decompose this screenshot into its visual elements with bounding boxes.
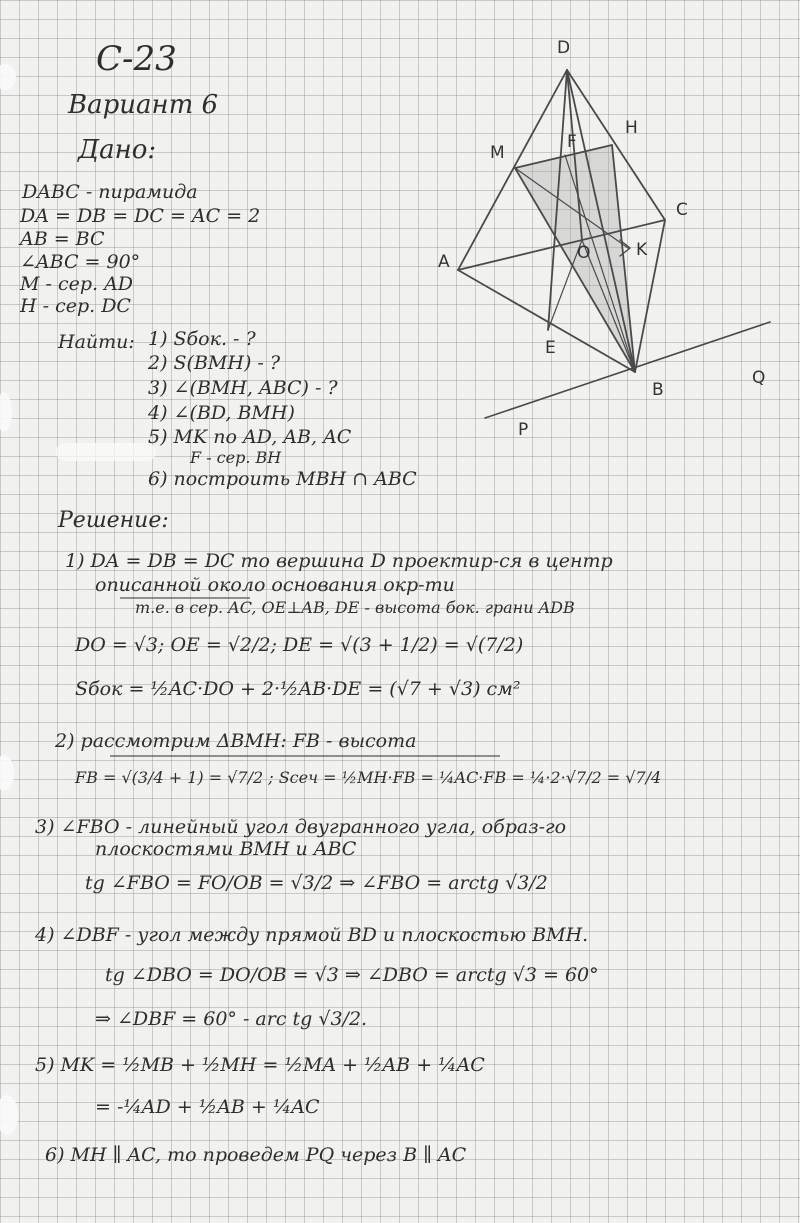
given-line: DA = DB = DC = AC = 2	[20, 205, 261, 227]
given-line: M - сер. AD	[20, 273, 134, 295]
label-p: P	[518, 420, 529, 440]
label-c: C	[676, 200, 688, 220]
label-a: A	[438, 252, 450, 272]
label-f: F	[567, 132, 577, 152]
solution-line: 1) DA = DB = DC то вершина D проектир-ся в центр	[65, 550, 613, 572]
solution-line: tg ∠FBO = FO/OB = √3/2 ⇒ ∠FBO = arctg √3/2	[85, 872, 548, 894]
paper-blot	[0, 1095, 18, 1135]
find-item: 6) построить MBH ∩ ABC	[148, 468, 417, 490]
paper-blot	[0, 755, 14, 791]
find-item: 2) S(BMH) - ?	[148, 352, 281, 374]
solution-line: 6) MH ∥ AC, то проведем PQ через B ∥ AC	[45, 1144, 467, 1166]
given-title: Дано:	[78, 135, 157, 165]
solution-line: т.е. в сер. AC, OE⊥AB, DE - высота бок. грани ADB	[135, 598, 575, 617]
label-d: D	[557, 38, 571, 58]
solution-line: DO = √3; OE = √2/2; DE = √(3 + 1/2) = √(7/2)	[75, 634, 524, 656]
label-q: Q	[752, 368, 766, 388]
find-item: 4) ∠(BD, BMH)	[148, 402, 295, 424]
solution-line: 3) ∠FBO - линейный угол двугранного угла, образ-го	[35, 816, 567, 838]
solution-line: ⇒ ∠DBF = 60° - arc tg √3/2.	[95, 1008, 368, 1030]
label-k: K	[636, 240, 648, 260]
given-line: ∠ABC = 90°	[20, 251, 141, 273]
label-h: H	[625, 118, 638, 138]
solution-line: 5) MK = ½MB + ½MH = ½MA + ½AB + ¼AC	[35, 1054, 485, 1076]
label-o: O	[577, 243, 591, 263]
find-title: Найти:	[58, 331, 135, 353]
label-b: B	[652, 380, 664, 400]
variant-title: Вариант 6	[68, 90, 219, 120]
solution-title: Решение:	[58, 508, 169, 533]
solution-line: описанной около основания окр-ти	[95, 574, 455, 596]
solution-line: tg ∠DBO = DO/OB = √3 ⇒ ∠DBO = arctg √3 = 60°	[105, 964, 599, 986]
pyramid-figure	[0, 0, 800, 520]
solution-line: = -¼AD + ½AB + ¼AC	[95, 1096, 320, 1118]
find-item: 1) Sбок. - ?	[148, 328, 256, 350]
label-e: E	[545, 338, 556, 358]
given-line: H - сер. DC	[20, 295, 131, 317]
solution-line: 2) рассмотрим ΔBMH: FB - высота	[55, 730, 417, 752]
solution-line: FB = √(3/4 + 1) = √7/2 ; Sсеч = ½MH·FB = ¼AC·FB = ¼·2·√7/2 = √7/4	[75, 768, 662, 787]
work-code: С-23	[96, 39, 177, 79]
solution-line: 4) ∠DBF - угол между прямой BD и плоскостью BMH.	[35, 924, 589, 946]
solution-line: Sбок = ½AC·DO + 2·½AB·DE = (√7 + √3) см²	[75, 678, 521, 700]
given-line: DABC - пирамида	[22, 181, 198, 203]
given-line: AB = BC	[20, 228, 105, 250]
find-item: 5) MK по AD, AB, AC	[148, 426, 352, 448]
label-m: M	[490, 143, 505, 163]
find-item: 3) ∠(BMH, ABC) - ?	[148, 377, 338, 399]
solution-line: плоскостями BMH и ABC	[95, 838, 357, 860]
find-item: F - сер. BH	[190, 448, 282, 467]
